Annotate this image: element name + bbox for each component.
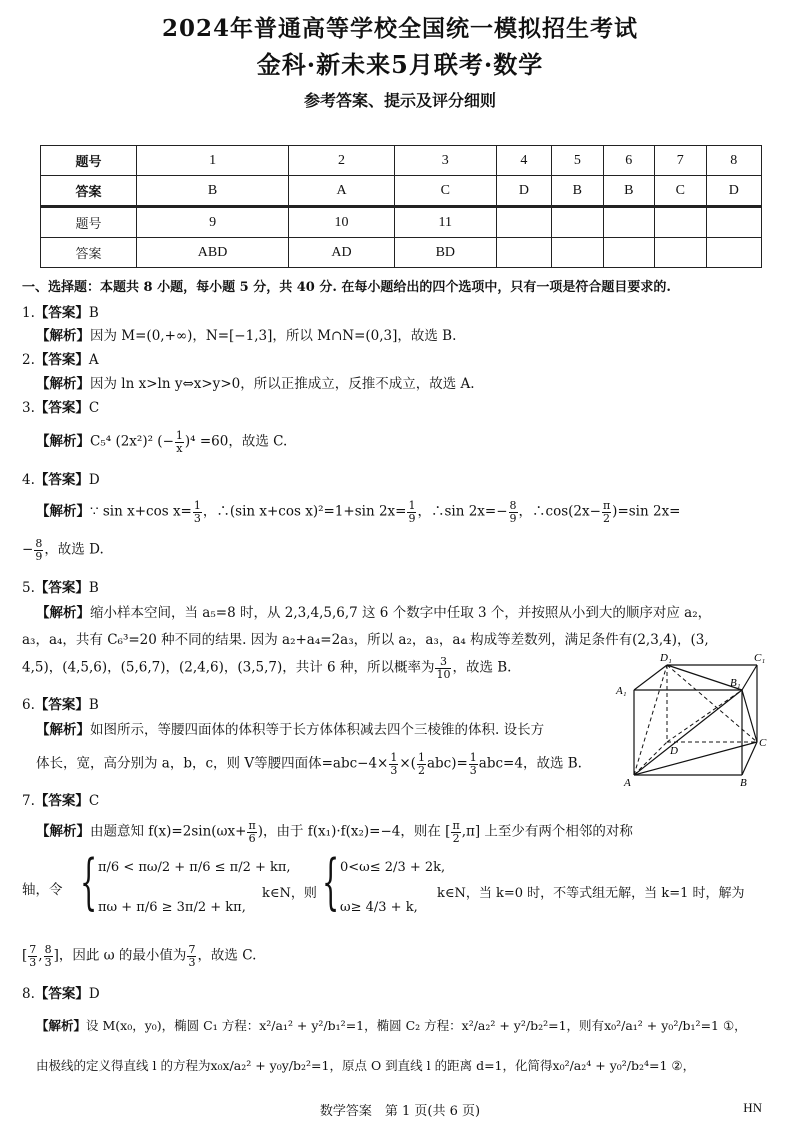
exam-title: 2024年普通高等学校全国统一模拟招生考试 <box>161 15 638 42</box>
table-cell: 1 <box>137 146 289 176</box>
vertex-label: C₁ <box>754 652 766 664</box>
denominator: 10 <box>436 667 451 681</box>
numerator: 1 <box>175 429 183 442</box>
answer-value: B <box>88 697 99 713</box>
inequality-4: ω≥ 4/3 + k, <box>340 900 418 915</box>
analysis-text: ∵ sin x+cos x= <box>90 503 192 520</box>
table-cell: D <box>706 176 761 207</box>
answer-value: B <box>88 305 99 321</box>
bracket: [ <box>22 947 28 964</box>
table-cell <box>603 238 654 268</box>
analysis-text: ]，因此 ω 的最小值为 <box>53 947 187 964</box>
q5-analysis-cont: a₃，a₄，共有 C₆³=20 种不同的结果. 因为 a₂+a₄=2a₃，所以 a₂，a₃，a₄ 构成等差数列，满足条件有(2,3,4)，(3, <box>22 632 709 648</box>
denominator: 9 <box>35 549 43 563</box>
analysis-text: )=sin 2x= <box>612 503 681 520</box>
fraction <box>602 500 611 524</box>
fraction <box>469 752 478 776</box>
fraction <box>34 538 43 562</box>
edge <box>742 665 757 690</box>
diagonal <box>634 742 757 775</box>
q7-conclusion: k∈N，当 k=0 时，不等式组无解，当 k=1 时，解为 <box>437 886 745 901</box>
numerator: 8 <box>509 499 517 512</box>
fraction <box>247 820 256 844</box>
analysis-text: 如图所示，等腰四面体的体积等于长方体体积减去四个三棱锥的体积. 设长方 <box>90 722 545 738</box>
q4-analysis-cont <box>22 538 104 562</box>
table-cell: B <box>552 176 603 207</box>
analysis-text: =1，则有 <box>548 1018 605 1033</box>
hidden-diagonal <box>667 690 742 742</box>
numerator: 3 <box>435 656 451 669</box>
analysis-text: ，故选 B. <box>452 659 512 676</box>
numerator: π <box>248 819 256 832</box>
table-cell: B <box>603 176 654 207</box>
exam-subtitle: 金科·新未来5月联考·数学 <box>256 50 544 79</box>
edge <box>634 665 667 690</box>
answer-value: B <box>88 580 99 596</box>
table-row <box>41 176 762 207</box>
table-cell: 8 <box>706 146 761 176</box>
answer-value: C <box>88 793 100 809</box>
table-row <box>41 207 762 238</box>
denominator: 9 <box>509 511 517 525</box>
table-cell: 7 <box>655 146 706 176</box>
question-number: 5. <box>22 580 35 596</box>
q7-analysis <box>36 820 633 844</box>
answer-tag: 【答案】 <box>34 352 89 368</box>
fraction <box>435 656 451 680</box>
denominator: x <box>176 441 183 455</box>
analysis-tag: 【解析】 <box>36 503 90 520</box>
inequality-3: 0<ω≤ 2/3 + 2k, <box>340 860 446 875</box>
analysis-tag: 【解析】 <box>36 433 90 450</box>
vertex-label: D₁ <box>660 652 672 664</box>
numerator: π <box>452 819 460 832</box>
equation: x₀x/a₂² + y₀y/b₂² <box>210 1058 312 1073</box>
table-cell <box>655 207 706 238</box>
q7-result: [ $\frac{7}{3}$ , $\frac{8}{3}$ ]，因此 ω 的最小值为 $\frac{7}{3}$ ，故选 C. <box>22 943 257 969</box>
fraction <box>509 500 518 524</box>
analysis-text: )，由于 f(x₁)·f(x₂)=−4，则在 [ <box>257 823 451 840</box>
q1-answer <box>22 305 99 321</box>
doc-heading: 参考答案、提示及评分细则 <box>303 91 496 110</box>
region-code: HN <box>743 1100 762 1115</box>
q3-analysis <box>36 430 287 454</box>
analysis-text: ，∴cos(2x− <box>518 503 601 520</box>
question-number: 2. <box>22 352 35 368</box>
vertex-label: B <box>740 777 747 789</box>
cuboid-figure <box>612 650 772 790</box>
analysis-text: ，故选 D. <box>44 541 104 558</box>
analysis-tag: 【解析】 <box>36 1018 87 1033</box>
denominator: 3 <box>469 763 477 777</box>
analysis-text: =1 ②， <box>649 1058 696 1073</box>
answer-tag: 【答案】 <box>34 986 89 1002</box>
q8-analysis-cont <box>36 1058 695 1073</box>
answer-tag: 【答案】 <box>34 305 89 321</box>
answer-tag: 【答案】 <box>34 697 89 713</box>
table-cell <box>655 238 706 268</box>
q2-analysis <box>36 376 475 392</box>
inequality-1: π/6 < πω/2 + π/6 ≤ π/2 + kπ, <box>98 860 291 875</box>
fraction <box>44 944 53 968</box>
edge <box>742 742 757 775</box>
hidden-diagonal <box>667 665 757 742</box>
fraction <box>193 500 202 524</box>
numerator: 1 <box>469 751 477 764</box>
table-cell: D <box>496 176 551 207</box>
denominator: 3 <box>29 955 37 969</box>
analysis-text: abc=4，故选 B. <box>478 755 582 772</box>
q4-analysis <box>36 500 681 524</box>
numerator: 7 <box>188 943 196 956</box>
vertex-label: A₁ <box>616 685 627 697</box>
vertex-label: A <box>624 777 631 789</box>
q5-analysis-cont2 <box>22 656 511 680</box>
analysis-text: 由极线的定义得直线 l 的方程为 <box>36 1058 211 1073</box>
table-cell: 2 <box>289 146 395 176</box>
table-cell: C <box>655 176 706 207</box>
analysis-text: ,π] 上至少有两个相邻的对称 <box>461 823 633 840</box>
numerator: 1 <box>408 499 416 512</box>
denominator: 3 <box>44 955 52 969</box>
question-number: 8. <box>22 986 35 1002</box>
denominator: 2 <box>603 511 611 525</box>
label-question-number: 题号 <box>41 146 137 176</box>
analysis-text: − <box>22 541 34 558</box>
table-cell: 9 <box>137 207 289 238</box>
vertex-label: D <box>670 745 678 757</box>
label-answer: 答案 <box>41 238 137 268</box>
k-condition: k∈N，则 <box>262 886 317 901</box>
q2-answer <box>22 352 99 368</box>
q5-answer <box>22 580 99 596</box>
denominator: 3 <box>193 511 201 525</box>
analysis-text: 体长，宽，高分别为 a，b，c，则 V等腰四面体=abc−4× <box>36 755 389 772</box>
analysis-text: =1，椭圆 C₂ 方程： <box>345 1018 462 1033</box>
answer-value: C <box>88 400 100 416</box>
answer-value: D <box>88 986 100 1002</box>
answer-tag: 【答案】 <box>34 580 89 596</box>
question-number: 1. <box>22 305 35 321</box>
fraction <box>28 944 37 968</box>
equation: x²/a₂² + y²/b₂² <box>461 1018 549 1033</box>
question-number: 7. <box>22 793 35 809</box>
table-cell: 3 <box>394 146 496 176</box>
table-cell: C <box>394 176 496 207</box>
analysis-tag: 【解析】 <box>36 823 90 840</box>
denominator: 3 <box>188 955 196 969</box>
analysis-text: ，∴(sin x+cos x)²=1+sin 2x= <box>202 503 407 520</box>
answer-table <box>40 145 762 268</box>
numerator: 1 <box>417 751 425 764</box>
brace-right: { <box>322 847 340 917</box>
inequality-2: πω + π/6 ≥ 3π/2 + kπ, <box>98 900 246 915</box>
q7-answer <box>22 793 99 809</box>
label-answer: 答案 <box>41 176 137 207</box>
q4-answer <box>22 472 100 488</box>
table-cell <box>706 207 761 238</box>
analysis-tag: 【解析】 <box>36 328 90 344</box>
fraction <box>389 752 398 776</box>
table-cell: AD <box>289 238 395 268</box>
q7-axis: 轴，令 <box>22 882 63 898</box>
analysis-text: abc)= <box>426 755 468 772</box>
fraction <box>187 944 196 968</box>
analysis-text: 因为 ln x>ln y⇔x>y>0，所以正推成立，反推不成立，故选 A. <box>90 376 475 392</box>
fraction <box>417 752 426 776</box>
table-cell: 4 <box>496 146 551 176</box>
table-cell: 6 <box>603 146 654 176</box>
q8-analysis <box>36 1018 747 1033</box>
table-cell <box>706 238 761 268</box>
equation: x²/a₁² + y²/b₁² <box>259 1018 346 1033</box>
table-cell <box>496 238 551 268</box>
table-cell <box>552 207 603 238</box>
table-row <box>41 146 762 176</box>
label-question-number: 题号 <box>41 207 137 238</box>
table-cell: 11 <box>394 207 496 238</box>
denominator: 2 <box>452 831 460 845</box>
analysis-text: 由题意知 f(x)=2sin(ωx+ <box>90 823 247 840</box>
q6-answer <box>22 697 99 713</box>
brace-left: { <box>80 847 98 917</box>
numerator: π <box>602 499 611 512</box>
q5-analysis <box>36 605 711 621</box>
denominator: 6 <box>248 831 256 845</box>
analysis-text: 因为 M=(0,+∞)，N=[−1,3]，所以 M∩N=(0,3]，故选 B. <box>90 328 457 344</box>
analysis-text: 4,5)，(4,5,6)，(5,6,7)，(2,4,6)，(3,5,7)，共计 6 种，所以概率为 <box>22 659 435 676</box>
diagonal <box>742 690 757 742</box>
diagonal <box>634 690 742 775</box>
fraction <box>451 820 460 844</box>
question-number: 4. <box>22 472 35 488</box>
numerator: 8 <box>44 943 52 956</box>
table-cell: B <box>137 176 289 207</box>
table-cell <box>603 207 654 238</box>
q1-analysis <box>36 328 456 344</box>
analysis-text: 缩小样本空间，当 a₅=8 时，从 2,3,4,5,6,7 这 6 个数字中任取 3 个，并按照从小到大的顺序对应 a₂， <box>90 605 712 621</box>
answer-tag: 【答案】 <box>34 400 89 416</box>
answer-value: A <box>88 352 99 368</box>
table-cell: 5 <box>552 146 603 176</box>
q8-answer <box>22 986 100 1002</box>
equation: x₀²/a₁² + y₀²/b₁² <box>604 1018 701 1033</box>
denominator: 3 <box>390 763 398 777</box>
analysis-tag: 【解析】 <box>36 376 90 392</box>
vertex-label: B₁ <box>730 677 741 689</box>
section-heading: 一、选择题：本题共 8 小题，每小题 5 分，共 40 分. 在每小题给出的四个选项中，只有一项是符合题目要求的. <box>22 280 671 295</box>
fraction <box>407 500 416 524</box>
numerator: 8 <box>35 537 43 550</box>
analysis-text: =1，原点 O 到直线 l 的距离 d=1，化简得 <box>311 1058 553 1073</box>
denominator: 9 <box>408 511 416 525</box>
question-number: 3. <box>22 400 35 416</box>
table-cell: A <box>289 176 395 207</box>
answer-tag: 【答案】 <box>34 472 89 488</box>
answer-tag: 【答案】 <box>34 793 89 809</box>
numerator: 7 <box>29 943 37 956</box>
numerator: 1 <box>390 751 398 764</box>
table-cell: 10 <box>289 207 395 238</box>
q3-answer <box>22 400 99 416</box>
denominator: 2 <box>417 763 425 777</box>
question-number: 6. <box>22 697 35 713</box>
analysis-tag: 【解析】 <box>36 722 90 738</box>
vertex-label: C <box>759 737 767 749</box>
page-footer: 数学答案 第 1 页(共 6 页) <box>319 1104 481 1119</box>
numerator: 1 <box>193 499 201 512</box>
analysis-text: ，故选 C. <box>197 947 257 964</box>
analysis-text: C₅⁴ (2x²)² (− <box>90 433 174 450</box>
table-cell <box>552 238 603 268</box>
analysis-tag: 【解析】 <box>36 605 90 621</box>
analysis-text: ，∴sin 2x=− <box>417 503 508 520</box>
analysis-text: =1 ①， <box>700 1018 747 1033</box>
fraction <box>175 430 184 454</box>
table-cell <box>496 207 551 238</box>
answer-value: D <box>88 472 100 488</box>
analysis-text: 设 M(x₀，y₀)，椭圆 C₁ 方程： <box>86 1018 260 1033</box>
equation: x₀²/a₂⁴ + y₀²/b₂⁴ <box>552 1058 650 1073</box>
analysis-text: )⁴ =60，故选 C. <box>184 433 288 450</box>
q6-analysis-cont <box>36 752 582 776</box>
table-row <box>41 238 762 268</box>
analysis-text: ×( <box>399 755 416 772</box>
table-cell: ABD <box>137 238 289 268</box>
q6-analysis <box>36 722 544 738</box>
table-cell: BD <box>394 238 496 268</box>
